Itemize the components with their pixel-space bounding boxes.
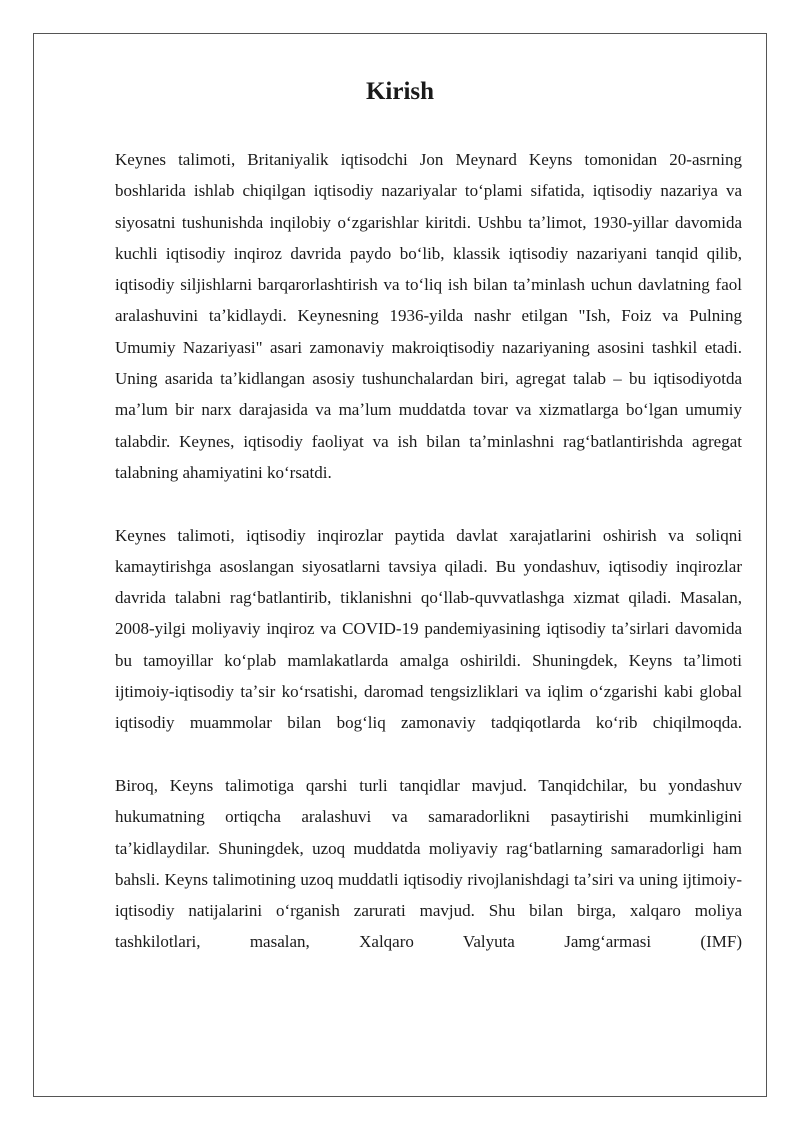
paragraph-policy: Keynes talimoti, iqtisodiy inqirozlar paytida davlat xarajatlarini oshirish va soliqni kamaytirishga asoslangan siyosatlarni tavsiya qiladi. Bu yondashuv, iqtisodiy inqirozlar davrida talabni ragʻbatlantirib, tiklanishni qoʻllab-quvvatlashga xizmat qiladi. Masalan, 2008-yilgi moliyaviy inqiroz va COVID-19 pandemiyasining iqtisodiy taʼsirlari davomida bu tamoyillar koʻplab mamlakatlarda amalga oshirildi. Shuningdek, Keyns taʼlimoti ijtimoiy-iqtisodiy taʼsir koʻrsatishi, daromad tengsizliklari va iqlim oʻzgarishi kabi global iqtisodiy muammolar bilan bogʻliq zamonaviy tadqiqotlarda koʻrib chiqilmoqda. [115, 525, 742, 733]
document-body [115, 144, 742, 958]
page-title: Kirish [365, 78, 435, 105]
paragraph-criticism: Biroq, Keyns talimotiga qarshi turli tanqidlar mavjud. Tanqidchilar, bu yondashuv hukumatning ortiqcha aralashuvi va samaradorlikni pasaytirishi mumkinligini taʼkidlaydilar. Shuningdek, uzoq muddatda moliyaviy ragʻbatlarning samaradorligi ham bahsli. Keyns talimotining uzoq muddatli iqtisodiy rivojlanishdagi taʼsiri va uning ijtimoiy-iqtisodiy natijalarini oʻrganish zarurati mavjud. Shu bilan birga, xalqaro moliya tashkilotlari, masalan, Xalqaro Valyuta Jamgʻarmasi (IMF) [115, 775, 742, 952]
paragraph-intro: Keynes talimoti, Britaniyalik iqtisodchi Jon Meynard Keyns tomonidan 20-asrning boshlarida ishlab chiqilgan iqtisodiy nazariyalar toʻplami sifatida, iqtisodiy nazariya va siyosatni tushunishda inqilobiy oʻzgarishlar kiritdi. Ushbu taʼlimot, 1930-yillar davomida kuchli iqtisodiy inqiroz davrida paydo boʻlib, klassik iqtisodiy nazariyani tanqid qilib, iqtisodiy siljishlarni barqarorlashtirish va toʻliq ish bilan taʼminlash uchun davlatning faol aralashuvini taʼkidlaydi. Keynesning 1936-yilda nashr etilgan "Ish, Foiz va Pulning Umumiy Nazariyasi" asari zamonaviy makroiqtisodiy nazariyaning asosini tashkil etadi. Uning asarida taʼkidlangan asosiy tushunchalardan biri, agregat talab – bu iqtisodiyotda maʼlum bir narx darajasida va maʼlum muddatda tovar va xizmatlarga boʻlgan umumiy talabdir. Keynes, iqtisodiy faoliyat va ish bilan taʼminlashni ragʻbatlantirishda agregat talabning ahamiyatini koʻrsatdi. [115, 150, 742, 482]
